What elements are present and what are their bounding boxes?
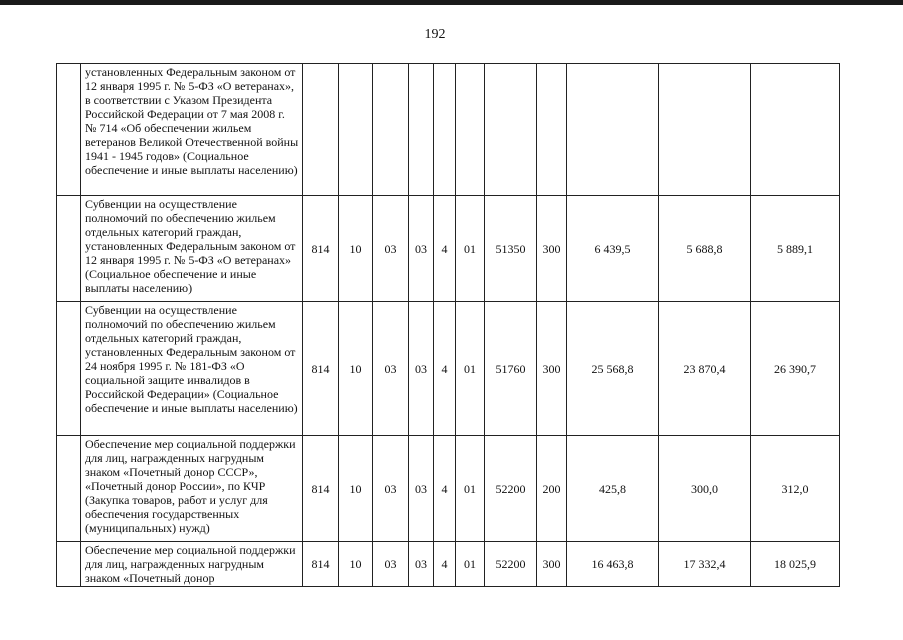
code-cell-subsection (373, 64, 409, 196)
budget-table-body (57, 64, 840, 587)
table-row (57, 542, 840, 587)
code-cell-target (485, 64, 537, 196)
code-cell-ministry (303, 64, 339, 196)
code-cell-activity (456, 64, 485, 196)
code-cell-section: 10 (339, 436, 373, 542)
code-cell-ministry: 814 (303, 436, 339, 542)
code-cell-target: 51760 (485, 302, 537, 436)
code-cell-ministry: 814 (303, 302, 339, 436)
amount-cell-year1: 425,8 (567, 436, 659, 542)
amount-cell-year2 (659, 64, 751, 196)
amount-cell-year3 (751, 64, 840, 196)
code-cell-subprogram: 4 (434, 436, 456, 542)
code-cell-activity: 01 (456, 302, 485, 436)
code-cell-expense-type: 300 (537, 302, 567, 436)
amount-cell-year2: 23 870,4 (659, 302, 751, 436)
code-cell-subprogram (434, 64, 456, 196)
code-cell-activity: 01 (456, 436, 485, 542)
row-number-cell (57, 542, 81, 587)
amount-cell-year3: 26 390,7 (751, 302, 840, 436)
table-row (57, 302, 840, 436)
amount-cell-year2: 17 332,4 (659, 542, 751, 587)
row-number-cell (57, 436, 81, 542)
description-cell: Субвенции на осуществление полномочий по обеспечению жильем отдельных категорий граждан, установленных Федеральным законом от 12 января 1995 г. № 5-ФЗ «О ветеранах» (Социальное обеспечение и иные выплаты населению) (81, 196, 303, 302)
code-cell-section: 10 (339, 196, 373, 302)
description-cell: Обеспечение мер социальной поддержки для лиц, награжденных нагрудным знаком «Почетный донор СССР», «Почетный донор России», по КЧР (Закупка товаров, работ и услуг для обеспечения государственных (муниципальных) нужд) (81, 436, 303, 542)
table-row (57, 436, 840, 542)
amount-cell-year1: 25 568,8 (567, 302, 659, 436)
code-cell-subprogram: 4 (434, 542, 456, 587)
code-cell-target: 51350 (485, 196, 537, 302)
description-cell: Обеспечение мер социальной поддержки для лиц, награжденных нагрудным знаком «Почетный донор (81, 542, 303, 587)
amount-cell-year3: 5 889,1 (751, 196, 840, 302)
amount-cell-year3: 312,0 (751, 436, 840, 542)
code-cell-subsection: 03 (373, 302, 409, 436)
page-number: 192 (424, 27, 446, 42)
code-cell-program: 03 (409, 196, 434, 302)
code-cell-activity: 01 (456, 542, 485, 587)
amount-cell-year1: 16 463,8 (567, 542, 659, 587)
code-cell-subsection: 03 (373, 542, 409, 587)
code-cell-activity: 01 (456, 196, 485, 302)
row-number-cell (57, 302, 81, 436)
code-cell-subprogram: 4 (434, 302, 456, 436)
code-cell-program: 03 (409, 436, 434, 542)
code-cell-subsection: 03 (373, 436, 409, 542)
budget-table (56, 63, 840, 587)
code-cell-ministry: 814 (303, 196, 339, 302)
amount-cell-year3: 18 025,9 (751, 542, 840, 587)
code-cell-expense-type: 200 (537, 436, 567, 542)
table-row (57, 64, 840, 196)
amount-cell-year1 (567, 64, 659, 196)
code-cell-expense-type (537, 64, 567, 196)
code-cell-program: 03 (409, 302, 434, 436)
top-border-rule (0, 0, 903, 5)
row-number-cell (57, 64, 81, 196)
code-cell-section (339, 64, 373, 196)
code-cell-expense-type: 300 (537, 196, 567, 302)
amount-cell-year2: 5 688,8 (659, 196, 751, 302)
code-cell-subsection: 03 (373, 196, 409, 302)
amount-cell-year1: 6 439,5 (567, 196, 659, 302)
code-cell-section: 10 (339, 542, 373, 587)
code-cell-target: 52200 (485, 542, 537, 587)
code-cell-target: 52200 (485, 436, 537, 542)
code-cell-program (409, 64, 434, 196)
code-cell-ministry: 814 (303, 542, 339, 587)
table-row (57, 196, 840, 302)
amount-cell-year2: 300,0 (659, 436, 751, 542)
code-cell-expense-type: 300 (537, 542, 567, 587)
code-cell-program: 03 (409, 542, 434, 587)
code-cell-section: 10 (339, 302, 373, 436)
row-number-cell (57, 196, 81, 302)
description-cell: установленных Федеральным законом от 12 января 1995 г. № 5-ФЗ «О ветеранах», в соответствии с Указом Президента Российской Федерации от 7 мая 2008 г. № 714 «Об обеспечении жильем ветеранов Великой Отечественной войны 1941 - 1945 годов» (Социальное обеспечение и иные выплаты населению) (81, 64, 303, 196)
code-cell-subprogram: 4 (434, 196, 456, 302)
description-cell: Субвенции на осуществление полномочий по обеспечению жильем отдельных категорий граждан, установленных Федеральным законом от 24 ноября 1995 г. № 181-ФЗ «О социальной защите инвалидов в Российской Федерации» (Социальное обеспечение и иные выплаты населению) (81, 302, 303, 436)
